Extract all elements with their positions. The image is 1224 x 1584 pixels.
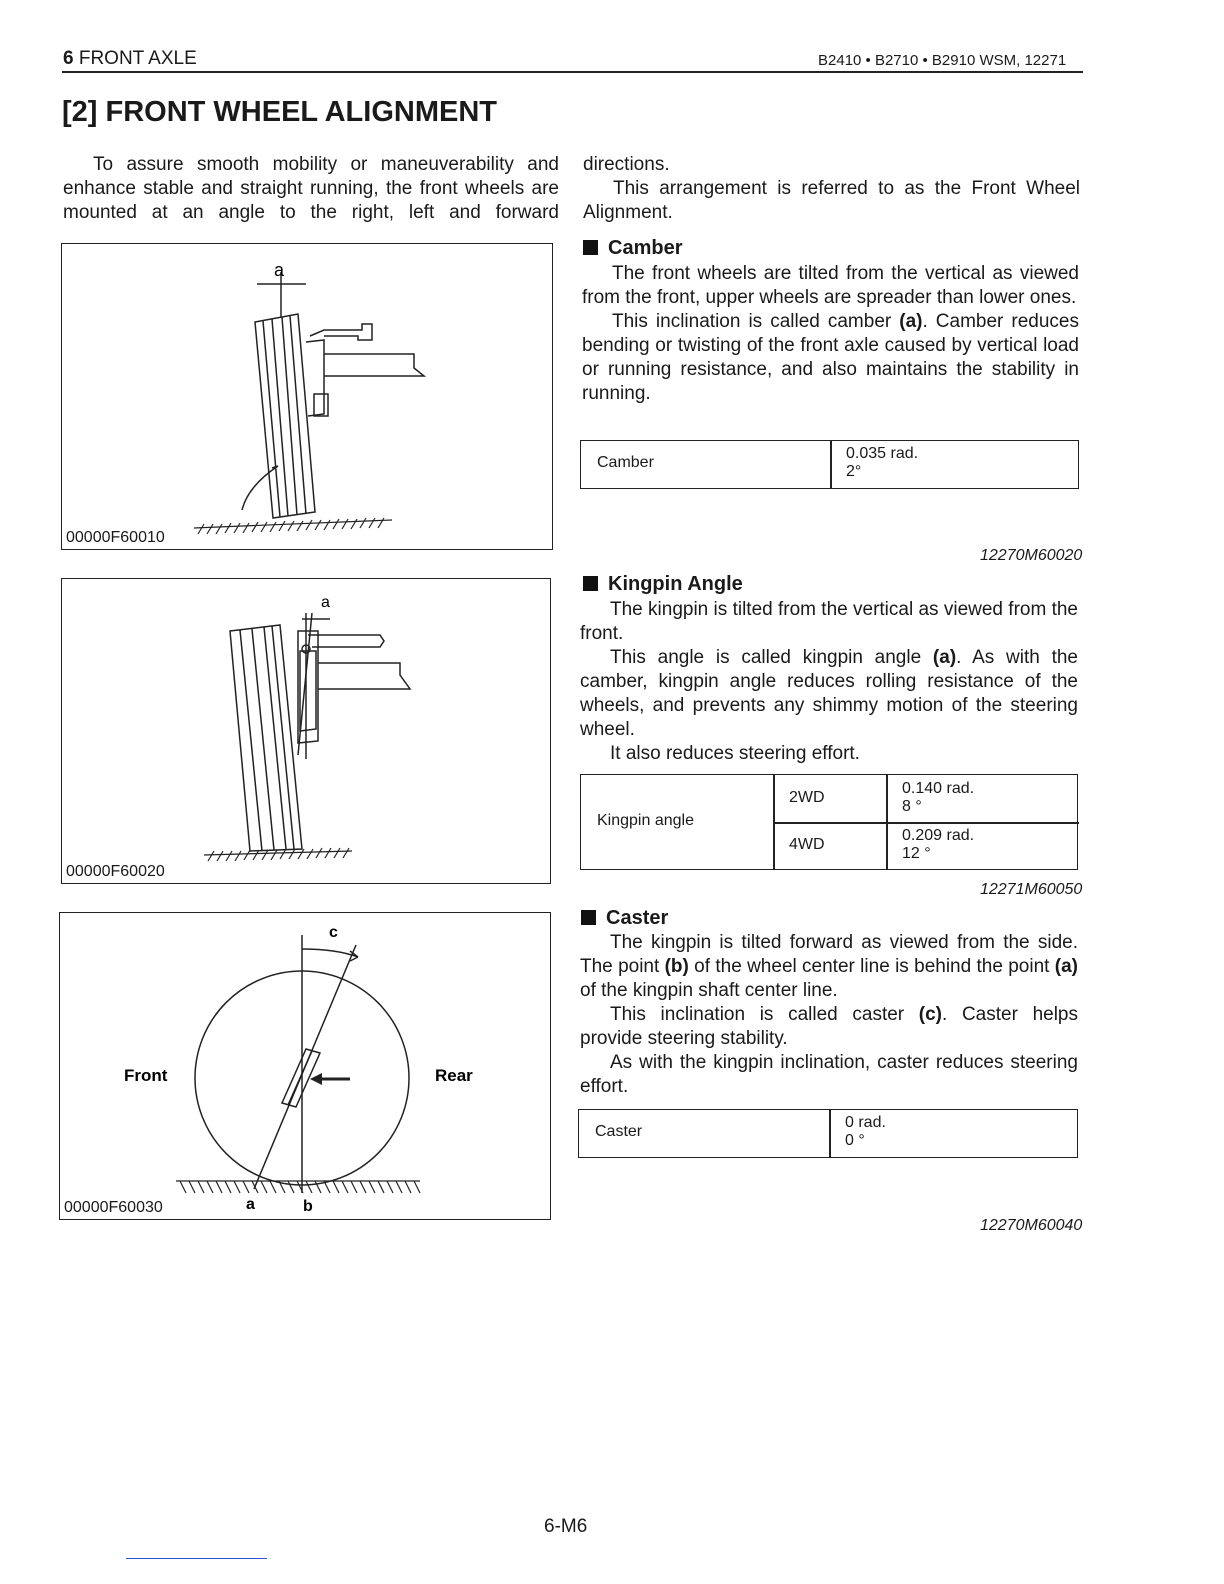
kingpin-paragraph-3: It also reduces steering effort. <box>610 743 860 764</box>
camber-heading: Camber <box>583 237 682 260</box>
caster-paragraph-3: As with the kingpin inclination, caster reduces steering effort. <box>580 1052 1078 1097</box>
kingpin-paragraph-2: This angle is called kingpin angle (a). As with the camber, kingpin angle reduces rolling resistance of the wheels, and prevents any shimmy motion of the steering wheel. <box>580 647 1078 740</box>
intro-continuation: directions. <box>583 154 670 175</box>
figure-id: 00000F60010 <box>66 529 165 546</box>
kingpin-spec-table <box>580 774 1078 870</box>
caster-paragraph-1: The kingpin is tilted forward as viewed from the side. The point (b) of the wheel center line is behind the point (a) of the kingpin shaft center line. <box>580 932 1078 1001</box>
caster-label-c: c <box>329 924 338 941</box>
camber-diagram <box>62 244 554 551</box>
bullet-square-icon <box>583 576 598 591</box>
camber-text <box>582 262 1079 406</box>
camber-figure <box>61 243 553 550</box>
camber-label-a: a <box>274 260 285 280</box>
bullet-square-icon <box>583 240 598 255</box>
camber-spec-table <box>580 440 1079 489</box>
spec-row-divider <box>773 822 1079 824</box>
bullet-square-icon <box>581 910 596 925</box>
spec-value-deg: 12 ° <box>902 845 931 862</box>
caster-paragraph-2: This inclination is called caster (c). Caster helps provide steering stability. <box>580 1004 1078 1049</box>
spec-divider <box>830 441 832 488</box>
header-rule <box>62 71 1083 73</box>
spec-label: Caster <box>595 1123 643 1140</box>
caster-label-rear: Rear <box>435 1066 473 1085</box>
figure-id: 00000F60030 <box>64 1199 163 1216</box>
spec-value-deg: 2° <box>846 463 862 480</box>
chapter-heading: 6 FRONT AXLE <box>63 48 197 69</box>
camber-paragraph-2: This inclination is called camber (a). Camber reduces bending or twisting of the front axle caused by vertical load or running resistance, and also maintains the stability in running. <box>582 311 1079 404</box>
caster-text <box>580 931 1078 1099</box>
spec-value-deg: 0 ° <box>845 1132 865 1149</box>
caster-label-a: a <box>246 1196 255 1213</box>
intro-left <box>63 153 559 225</box>
caster-spec-table <box>578 1109 1078 1158</box>
caster-diagram <box>60 913 552 1221</box>
spec-divider <box>829 1110 831 1157</box>
page-number: 6-M6 <box>544 1516 588 1537</box>
intro-paragraph: To assure smooth mobility or maneuverability and enhance stable and straight running, the front wheels are mounted at an angle to the right, left and forward <box>63 154 559 223</box>
intro-right <box>583 153 1080 225</box>
spec-value-rad: 0.035 rad. <box>846 445 919 462</box>
spec-label: Camber <box>597 454 654 471</box>
kingpin-diagram <box>62 579 552 885</box>
spec-type-2wd: 2WD <box>789 789 825 806</box>
footer-rule <box>126 1558 267 1559</box>
figure-id: 00000F60020 <box>66 863 165 880</box>
spec-value-deg: 8 ° <box>902 798 922 815</box>
reference-code: 12271M60050 <box>980 881 1083 898</box>
spec-value-rad: 0 rad. <box>845 1114 886 1131</box>
caster-heading: Caster <box>581 907 668 930</box>
kingpin-heading: Kingpin Angle <box>583 573 743 596</box>
camber-paragraph-1: The front wheels are tilted from the vertical as viewed from the front, upper wheels are spreader than lower ones. <box>582 263 1079 308</box>
spec-label: Kingpin angle <box>597 812 694 829</box>
spec-type-4wd: 4WD <box>789 836 825 853</box>
caster-label-b: b <box>303 1198 313 1215</box>
kingpin-paragraph-1: The kingpin is tilted from the vertical as viewed from the front. <box>580 599 1078 644</box>
caster-figure <box>59 912 551 1220</box>
spec-value-rad: 0.140 rad. <box>902 780 975 797</box>
model-info: B2410 • B2710 • B2910 WSM, 12271 <box>818 52 1067 69</box>
caster-label-front: Front <box>124 1066 168 1085</box>
intro-paragraph-2: This arrangement is referred to as the Front Wheel Alignment. <box>583 178 1080 223</box>
page-title: [2] FRONT WHEEL ALIGNMENT <box>62 96 497 128</box>
kingpin-label-a: a <box>321 594 330 611</box>
kingpin-figure <box>61 578 551 884</box>
reference-code: 12270M60040 <box>980 1217 1083 1234</box>
spec-value-rad: 0.209 rad. <box>902 827 975 844</box>
reference-code: 12270M60020 <box>980 547 1083 564</box>
kingpin-text <box>580 598 1078 766</box>
